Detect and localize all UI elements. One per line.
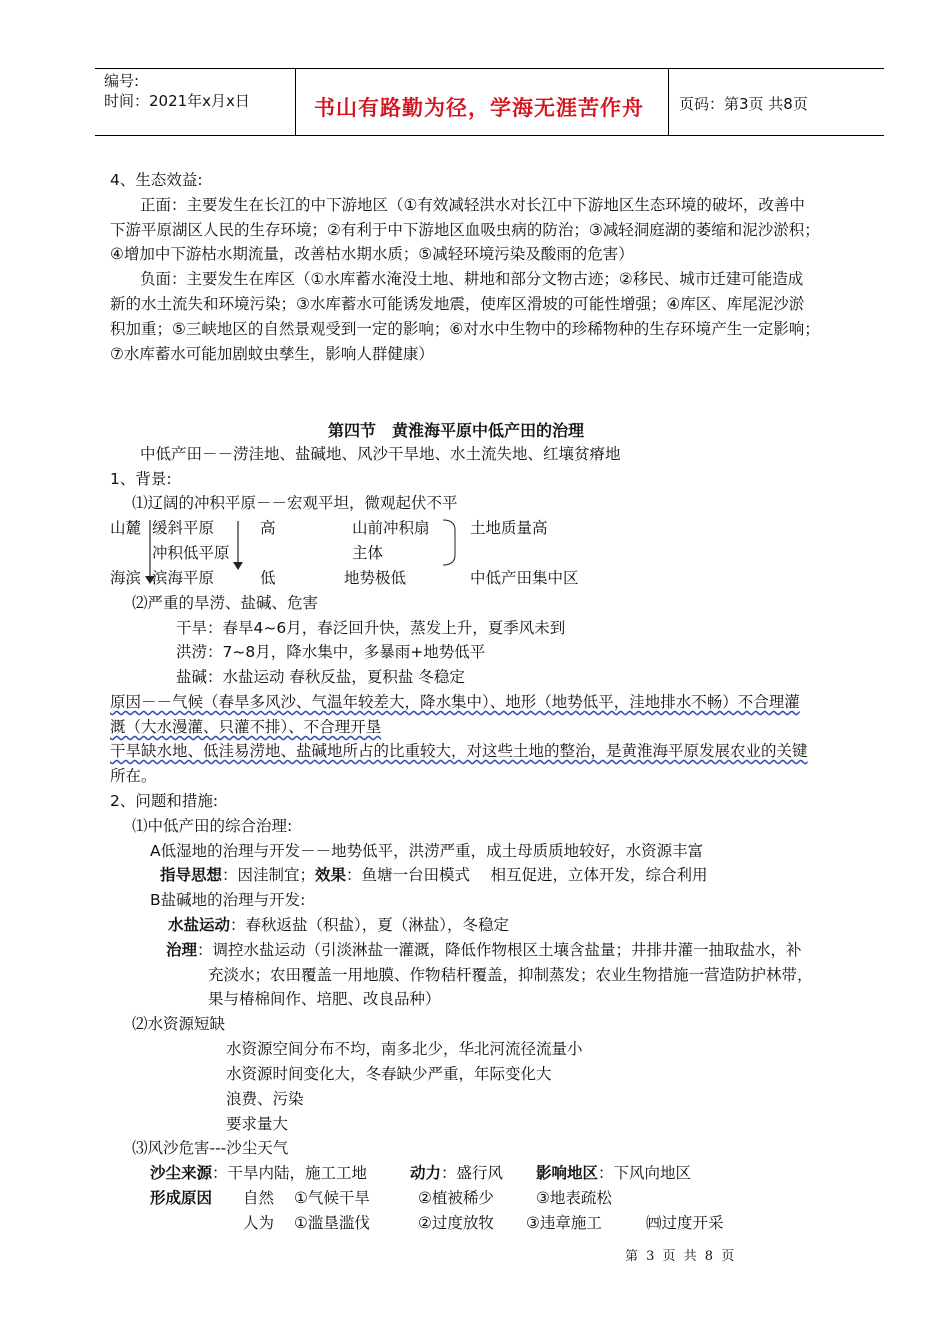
human-label: 人为 <box>243 1214 275 1232</box>
background-item-2: ⑵严重的旱涝、盐碱、危害 <box>132 594 319 612</box>
measures-item-3: ⑶风沙危害---沙尘天气 <box>132 1139 289 1157</box>
salt-label: 水盐运动 <box>168 916 231 934</box>
header-motto: 书山有路勤为径，学海无涯苦作舟 <box>314 96 644 120</box>
governance-line-2: 充淡水；农田覆盖一用地膜、作物秸杆覆盖，抑制蒸发；农业生物措施一营造防护林带， <box>208 966 813 984</box>
cause-text-1: 原因－－气候（春旱多风沙、气温年较差大，降水集中）、地形（地势低平，洼地排水不畅）不合理灌 <box>110 693 800 711</box>
flood-line: 洪涝：7~8月，降水集中，多暴雨+地势低平 <box>176 643 486 661</box>
formation-label: 形成原因 <box>150 1189 213 1207</box>
drought-line: 干旱：春旱4~6月，春泛回升快，蒸发上升，夏季风未到 <box>176 619 566 637</box>
cause-line-1 <box>110 691 800 713</box>
guiding-line <box>160 864 707 886</box>
measures-item-1: ⑴中低产田的综合治理: <box>132 817 293 835</box>
human-cause-4: ㈣过度开采 <box>646 1214 724 1232</box>
header-time: 时间：2021年x月x日 <box>104 92 250 110</box>
cause-text-2: 溉（大水漫灌、只灌不排）、不合理开垦 <box>110 718 382 736</box>
natural-cause-3: ③地表疏松 <box>536 1189 612 1207</box>
background-item-1: ⑴辽阔的冲积平原－－宏观平坦，微观起伏不平 <box>132 494 458 512</box>
key-line-1 <box>110 740 808 762</box>
natural-label: 自然 <box>243 1189 275 1207</box>
natural-cause-2: ②植被稀少 <box>418 1189 494 1207</box>
sand-power <box>410 1162 503 1184</box>
salinity-line: 盐碱：水盐运动 春秋反盐，夏积盐 冬稳定 <box>176 668 465 686</box>
effect-label: 效果 <box>315 866 347 884</box>
guiding-label: 指导思想 <box>160 866 223 884</box>
diagram-chongji: 冲积低平原 <box>152 544 230 562</box>
diagram-binhai: 滨海平原 <box>152 569 215 587</box>
header-number: 编号: <box>104 72 140 90</box>
intro-line: 中低产田－－涝洼地、盐碱地、风沙干旱地、水土流失地、红壤贫瘠地 <box>140 445 621 463</box>
water-line-1: 水资源空间分布不均，南多北少，华北河流径流量小 <box>226 1040 583 1058</box>
negative-line-2: 新的水土流失和环境污染；③水库蓄水可能诱发地震，使库区滑坡的可能性增强；④库区、库尾泥沙淤 <box>110 295 805 313</box>
negative-line-4: ⑦水库蓄水可能加剧蚊虫孳生，影响人群健康） <box>110 345 434 363</box>
natural-cause-1: ①气候干旱 <box>294 1189 370 1207</box>
positive-line-2: 下游平原湖区人民的生存环境；②有利于中下游地区血吸虫病的防治；③减轻洞庭湖的萎缩和泥沙淤积； <box>110 221 820 239</box>
header-page-number: 页码：第3页 共8页 <box>679 95 808 113</box>
cause-line-2 <box>110 716 381 738</box>
power-label: 动力 <box>410 1164 442 1182</box>
source-text: ：干旱内陆，施工工地 <box>212 1164 368 1182</box>
measures-item-2: ⑵水资源短缺 <box>132 1015 226 1033</box>
diagram-gao: 高 <box>260 519 276 537</box>
human-cause-1: ①滥垦滥伐 <box>294 1214 370 1232</box>
area-label: 影响地区 <box>536 1164 599 1182</box>
section-title: 第四节 黄淮海平原中低产田的治理 <box>328 421 585 440</box>
positive-line-1: 正面：主要发生在长江的中下游地区（①有效减轻洪水对长江中下游地区生态环境的破坏，改善中 <box>140 196 805 214</box>
salt-text: ：春秋返盐（积盐），夏（淋盐），冬稳定 <box>230 916 510 934</box>
salt-movement-line <box>168 914 509 936</box>
governance-line-1 <box>166 939 802 961</box>
saline-line: B盐碱地的治理与开发: <box>150 891 306 909</box>
water-line-2: 水资源时间变化大，冬春缺少严重，年际变化大 <box>226 1065 552 1083</box>
human-cause-3: ③违章施工 <box>526 1214 602 1232</box>
governance-label: 治理 <box>166 941 198 959</box>
diagram-haibin: 海滨 <box>110 569 142 587</box>
background-heading: 1、背景: <box>110 470 172 488</box>
negative-line-3: 积加重；⑤三峡地区的自然景观受到一定的影响；⑥对水中生物中的珍稀物种的生存环境产生一定影响； <box>110 320 820 338</box>
section-4-heading: 4、生态效益: <box>110 171 203 189</box>
key-text-1: 干旱缺水地、低洼易涝地、盐碱地所占的比重较大，对这些土地的整治，是黄淮海平原发展农业的关键 <box>110 742 808 760</box>
diagram-dishi: 地势极低 <box>344 569 407 587</box>
diagram-shanqian: 山前冲积扇 <box>352 519 430 537</box>
lowland-line: A低湿地的治理与开发－－地势低平，洪涝严重，成土母质质地较好，水资源丰富 <box>150 842 704 860</box>
governance-text-1: ：调控水盐运动（引淡淋盐一灌溉，降低作物根区土壤含盐量；井排井灌一抽取盐水，补 <box>197 941 802 959</box>
guiding-text: ：因洼制宜； <box>222 866 316 884</box>
area-text: ：下风向地区 <box>598 1164 692 1182</box>
negative-line-1: 负面：主要发生在库区（①水库蓄水淹没土地、耕地和部分文物古迹；②移民、城市迁建可能造成 <box>140 270 804 288</box>
diagram-zhuti: 主体 <box>352 544 384 562</box>
sand-source-line <box>150 1162 367 1184</box>
measures-heading: 2、问题和措施: <box>110 792 219 810</box>
effect-text: ：鱼塘一台田模式 相互促进，立体开发，综合利用 <box>346 866 708 884</box>
footer-page-number: 第 3 页 共 8 页 <box>625 1249 737 1264</box>
water-line-3: 浪费、污染 <box>226 1090 304 1108</box>
diagram-tudi: 土地质量高 <box>470 519 548 537</box>
power-text: ：盛行风 <box>441 1164 504 1182</box>
diagram-shanlu: 山麓 <box>110 519 142 537</box>
diagram-huanxie: 缓斜平原 <box>152 519 215 537</box>
human-cause-2: ②过度放牧 <box>418 1214 494 1232</box>
governance-line-3: 果与椿棉间作、培肥、改良品种） <box>208 990 441 1008</box>
diagram-di: 低 <box>260 569 276 587</box>
key-line-2: 所在。 <box>110 767 157 785</box>
water-line-4: 要求量大 <box>226 1115 289 1133</box>
sand-area <box>536 1162 691 1184</box>
source-label: 沙尘来源 <box>150 1164 213 1182</box>
positive-line-3: ④增加中下游枯水期流量，改善枯水期水质；⑤减轻环境污染及酸雨的危害） <box>110 245 634 263</box>
diagram-zhongdi: 中低产田集中区 <box>470 569 579 587</box>
